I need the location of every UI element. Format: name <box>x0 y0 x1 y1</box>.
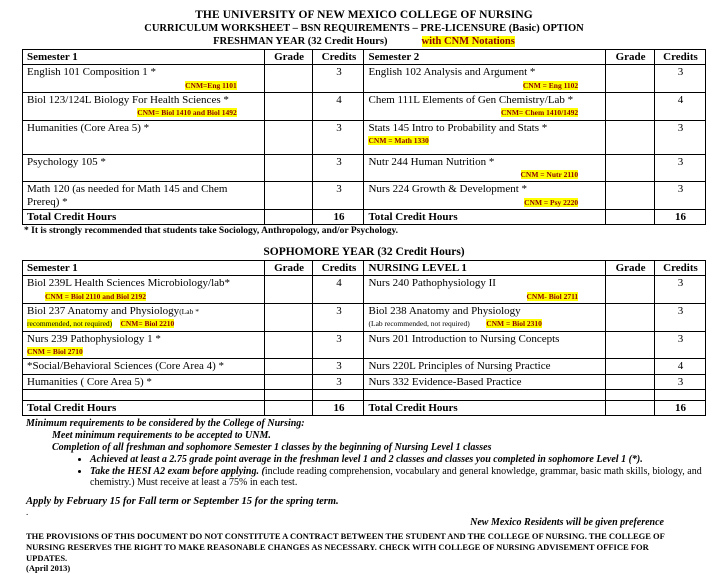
total-credits-right: 16 <box>654 209 705 224</box>
col-nursing-level1: NURSING LEVEL 1 <box>364 261 606 276</box>
col-semester2: Semester 2 <box>364 50 606 65</box>
course-cell <box>23 92 265 120</box>
list-item <box>90 466 728 488</box>
credits-cell: 3 <box>654 120 705 154</box>
cnm-notation: CNM = Biol 2710 <box>27 347 83 356</box>
credits-cell: 3 <box>654 304 705 332</box>
lab-note-start: (Lab * <box>179 307 199 317</box>
worksheet-subtitle: CURRICULUM WORKSHEET – BSN REQUIREMENTS – PRE-LICENSURE (Basic) OPTION <box>144 23 584 34</box>
spacer-cell <box>654 389 705 400</box>
spacer-row <box>23 389 706 400</box>
requirements-bullet-list <box>90 454 728 488</box>
course-cell <box>364 120 606 154</box>
grade-cell[interactable] <box>606 120 655 154</box>
col-credits-left: Credits <box>313 50 364 65</box>
total-label-left: Total Credit Hours <box>23 209 265 224</box>
course-title: Nurs 220L Principles of Nursing Practice <box>368 360 551 373</box>
credits-cell: 3 <box>654 276 705 304</box>
table-row <box>23 331 706 359</box>
freshman-year-title-row <box>0 34 728 47</box>
total-grade-left <box>264 400 313 415</box>
course-title: Biol 239L Health Sciences Microbiology/lab* <box>27 277 231 290</box>
course-cell <box>364 65 606 93</box>
cnm-notations-badge: with CNM Notations <box>421 36 515 47</box>
credits-cell: 3 <box>654 374 705 389</box>
spacer-cell <box>23 389 265 400</box>
spacer-cell <box>364 389 606 400</box>
course-title: English 101 Composition 1 * <box>27 66 156 79</box>
cnm-notation: CNM= Chem 1410/1492 <box>501 108 579 118</box>
cnm-notation: CNM = Math 1330 <box>368 135 429 145</box>
grade-cell[interactable] <box>264 331 313 359</box>
course-title: Psychology 105 * <box>27 155 106 168</box>
col-credits-right: Credits <box>654 261 705 276</box>
freshman-table <box>22 49 706 225</box>
spacer-cell <box>264 389 313 400</box>
grade-cell[interactable] <box>606 154 655 182</box>
credits-cell: 4 <box>313 276 364 304</box>
course-cell <box>23 276 265 304</box>
course-cell <box>364 374 606 389</box>
course-cell <box>364 331 606 359</box>
course-title: Chem 111L Elements of Gen Chemistry/Lab * <box>368 93 574 106</box>
col-semester1: Semester 1 <box>23 261 265 276</box>
table-row <box>23 92 706 120</box>
note-completion: Completion of all freshman and sophomore Semester 1 classes by the beginning of Nursing Level 1 classes <box>52 442 492 454</box>
course-cell <box>23 331 265 359</box>
course-title: Biol 238 Anatomy and Physiology <box>368 305 521 318</box>
total-label-right: Total Credit Hours <box>364 209 606 224</box>
credits-cell: 3 <box>313 374 364 389</box>
course-title: Nurs 332 Evidence-Based Practice <box>368 375 522 388</box>
document-header <box>0 0 728 47</box>
grade-cell[interactable] <box>606 276 655 304</box>
grade-cell[interactable] <box>606 92 655 120</box>
lab-note-rest: (Lab recommended, not required) <box>368 319 470 329</box>
grade-cell[interactable] <box>264 120 313 154</box>
credits-cell: 3 <box>313 65 364 93</box>
credits-cell: 3 <box>313 304 364 332</box>
total-label-left: Total Credit Hours <box>23 400 265 415</box>
legal-disclaimer <box>26 531 686 574</box>
spacer-cell <box>313 389 364 400</box>
credits-cell: 4 <box>654 92 705 120</box>
total-credits-left: 16 <box>313 209 364 224</box>
course-cell <box>364 154 606 182</box>
course-cell <box>23 359 265 374</box>
total-credits-right: 16 <box>654 400 705 415</box>
cnm-notation: CNM= Biol 1410 and Biol 1492 <box>137 108 237 118</box>
course-title: Nurs 201 Introduction to Nursing Concepts <box>368 332 560 345</box>
credits-cell: 4 <box>654 359 705 374</box>
grade-cell[interactable] <box>606 65 655 93</box>
table-row <box>23 276 706 304</box>
credits-cell: 3 <box>313 182 364 210</box>
course-cell <box>23 120 265 154</box>
col-semester1: Semester 1 <box>23 50 265 65</box>
course-title: Humanities ( Core Area 5) * <box>27 375 152 388</box>
residents-preference: New Mexico Residents will be given preference <box>470 517 664 529</box>
note-meet-unm: Meet minimum requirements to be accepted to UNM. <box>52 430 271 442</box>
cnm-notation: CNM = Eng 1102 <box>522 80 579 90</box>
grade-cell[interactable] <box>264 374 313 389</box>
course-cell <box>364 92 606 120</box>
note-min-requirements: Minimum requirements to be considered by the College of Nursing: <box>26 418 305 430</box>
course-title: Biol 123/124L Biology For Health Sciences * <box>27 93 229 106</box>
course-title: Nurs 224 Growth & Development * <box>368 183 528 196</box>
cnm-notation: CNM- Biol 2711 <box>526 291 579 301</box>
total-grade-right <box>606 400 655 415</box>
col-grade-left: Grade <box>264 261 313 276</box>
course-title: English 102 Analysis and Argument * <box>368 66 536 79</box>
sophomore-year-title: SOPHOMORE YEAR (32 Credit Hours) <box>263 246 465 259</box>
course-title: Humanities (Core Area 5) * <box>27 121 150 134</box>
course-cell <box>364 304 606 332</box>
sophomore-table <box>22 260 706 416</box>
credits-cell: 3 <box>313 120 364 154</box>
table-row <box>23 374 706 389</box>
spacer-cell <box>606 389 655 400</box>
credits-cell: 3 <box>654 154 705 182</box>
course-cell <box>23 65 265 93</box>
course-title: Nutr 244 Human Nutrition * <box>368 155 495 168</box>
course-title: Biol 237 Anatomy and Physiology <box>27 305 180 318</box>
credits-cell: 3 <box>654 65 705 93</box>
cnm-notation: CNM = Psy 2220 <box>524 197 579 207</box>
credits-cell: 3 <box>313 154 364 182</box>
total-row <box>23 209 706 224</box>
course-cell <box>23 374 265 389</box>
university-title: THE UNIVERSITY OF NEW MEXICO COLLEGE OF NURSING <box>195 9 533 21</box>
course-title: Stats 145 Intro to Probability and Stats * <box>368 121 548 134</box>
cnm-notation: CNM = Nutr 2110 <box>520 169 579 179</box>
course-cell <box>23 182 265 210</box>
freshman-footnote: * It is strongly recommended that students take Sociology, Anthropology, and/or Psychology. <box>24 226 399 237</box>
col-grade-left: Grade <box>264 50 313 65</box>
course-cell <box>364 276 606 304</box>
grade-cell[interactable] <box>264 154 313 182</box>
requirements-notes <box>26 418 728 488</box>
grade-cell[interactable] <box>606 182 655 210</box>
table-row <box>23 154 706 182</box>
grade-cell[interactable] <box>264 92 313 120</box>
grade-cell[interactable] <box>606 304 655 332</box>
course-cell <box>364 359 606 374</box>
course-title: Nurs 239 Pathophysiology 1 * <box>27 332 161 345</box>
credits-cell: 3 <box>654 331 705 359</box>
lab-note-rest: recommended, not required) <box>27 319 113 329</box>
col-credits-right: Credits <box>654 50 705 65</box>
total-credits-left: 16 <box>313 400 364 415</box>
grade-cell[interactable] <box>264 182 313 210</box>
hesi-bold-part: Take the HESI A2 exam before applying. ( <box>90 466 265 478</box>
apply-deadline: Apply by February 15 for Fall term or September 15 for the spring term. <box>26 496 339 508</box>
grade-cell[interactable] <box>264 65 313 93</box>
cnm-notation: CNM=Eng 1101 <box>185 80 237 90</box>
course-title: *Social/Behavioral Sciences (Core Area 4) * <box>27 360 225 373</box>
credits-cell: 3 <box>654 182 705 210</box>
course-title: Nurs 240 Pathophysiology II <box>368 277 496 290</box>
credits-cell: 4 <box>313 92 364 120</box>
table-header-row <box>23 261 706 276</box>
grade-cell[interactable] <box>264 304 313 332</box>
total-grade-right <box>606 209 655 224</box>
col-grade-right: Grade <box>606 50 655 65</box>
list-item: • Achieved at least a 2.75 grade point average in the freshman level 1 and 2 classes and classes you completed in sophomore Level 1 (*). <box>90 454 728 465</box>
grade-cell[interactable] <box>606 374 655 389</box>
total-label-right: Total Credit Hours <box>364 400 606 415</box>
table-header-row <box>23 50 706 65</box>
cnm-notation: CNM = Biol 2110 and Biol 2192 <box>45 291 146 301</box>
table-row <box>23 182 706 210</box>
cnm-notation: CNM = Biol 2310 <box>486 319 542 329</box>
stray-period: . <box>26 507 29 518</box>
course-cell <box>23 304 265 332</box>
legal-date: (April 2013) <box>26 563 71 574</box>
course-title: Math 120 (as needed for Math 145 and Chem Prereq) * <box>27 183 228 208</box>
grade-cell[interactable] <box>264 276 313 304</box>
table-row <box>23 65 706 93</box>
col-credits-left: Credits <box>313 261 364 276</box>
col-grade-right: Grade <box>606 261 655 276</box>
freshman-year-title: FRESHMAN YEAR (32 Credit Hours) <box>213 36 388 47</box>
table-row <box>23 304 706 332</box>
grade-cell[interactable] <box>264 359 313 374</box>
legal-text: THE PROVISIONS OF THIS DOCUMENT DO NOT CONSTITUTE A CONTRACT BETWEEN THE STUDENT AND THE COLLEGE OF NURSING. THE COLLEGE OF NURSING RESERVES THE RIGHT TO MAKE REASONABLE CHANGES AS NECESSARY. CHECK WITH COLLEGE OF NURSING ADVISEMENT OFFICE FOR UPDATES. <box>26 531 665 563</box>
table-row <box>23 120 706 154</box>
total-grade-left <box>264 209 313 224</box>
course-cell <box>23 154 265 182</box>
grade-cell[interactable] <box>606 331 655 359</box>
credits-cell: 3 <box>313 331 364 359</box>
course-cell <box>364 182 606 210</box>
table-row <box>23 359 706 374</box>
cnm-notation: CNM= Biol 2210 <box>120 319 175 329</box>
grade-cell[interactable] <box>606 359 655 374</box>
credits-cell: 3 <box>313 359 364 374</box>
total-row <box>23 400 706 415</box>
hesi-rest-part: include reading comprehension, vocabulary and general knowledge, grammar, basic math skills, biology, and chemistry.) Must receive at least a 75% in each test. <box>90 466 702 489</box>
